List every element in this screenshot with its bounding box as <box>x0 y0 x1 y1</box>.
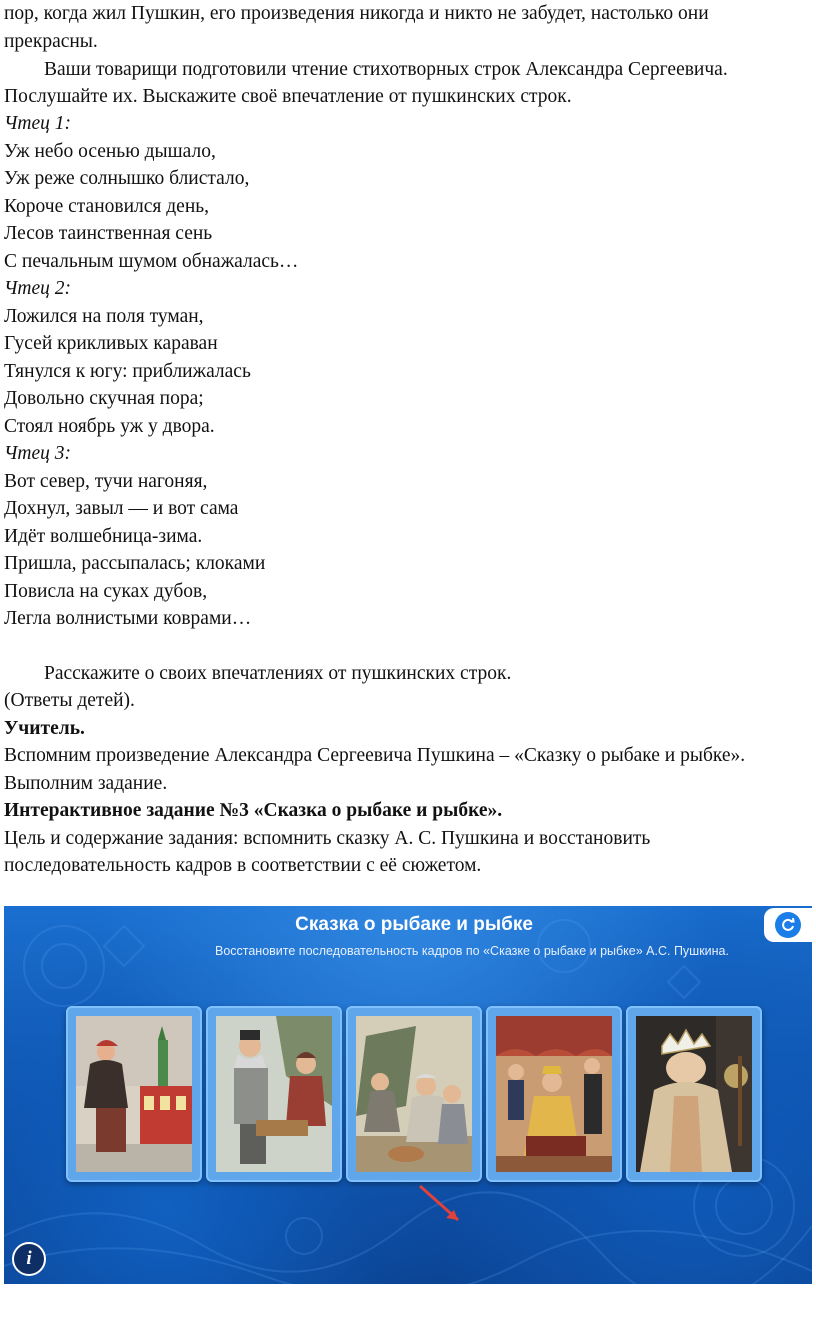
poem-line: Тянулся к югу: приближалась <box>4 361 251 382</box>
info-icon[interactable]: i <box>12 1242 46 1276</box>
interactive-task-panel <box>4 906 812 1284</box>
speaker-label: Учитель. <box>4 718 85 739</box>
poem-line: Вот север, тучи нагоняя, <box>4 471 208 492</box>
paragraph-line: Вспомним произведение Александра Сергеевича Пушкина – «Сказку о рыбаке и рыбке». <box>4 745 746 766</box>
pointer-arrow-icon <box>414 1182 474 1232</box>
poem-line: Идёт волшебница-зима. <box>4 526 203 547</box>
poem-line: Легла волнистыми коврами… <box>4 608 252 629</box>
paragraph-line: Выполним задание. <box>4 773 168 794</box>
scene-image <box>216 1016 332 1172</box>
task-title: Сказка о рыбаке и рыбке <box>295 914 533 935</box>
poem-line: Уж реже солнышко блистало, <box>4 168 250 189</box>
poem-line: Повисла на суках дубов, <box>4 581 208 602</box>
scene-image <box>636 1016 752 1172</box>
scene-card-4[interactable] <box>486 1006 622 1182</box>
paragraph-line: Цель и содержание задания: вспомнить сказку А. С. Пушкина и восстановить <box>4 828 651 849</box>
poem-line: Гусей крикливых караван <box>4 333 218 354</box>
paragraph-line: Ваши товарищи подготовили чтение стихотворных строк Александра Сергеевича. <box>44 59 728 80</box>
poem-line: Довольно скучная пора; <box>4 388 204 409</box>
reader-label: Чтец 1: <box>4 113 72 134</box>
scene-card-2[interactable] <box>206 1006 342 1182</box>
poem-line: Уж небо осенью дышало, <box>4 141 216 162</box>
poem-line: Лесов таинственная сень <box>4 223 213 244</box>
scene-image <box>496 1016 612 1172</box>
paragraph-line: (Ответы детей). <box>4 690 135 711</box>
poem-line: Стоял ноябрь уж у двора. <box>4 416 215 437</box>
paragraph-line: пор, когда жил Пушкин, его произведения никогда и никто не забудет, настолько они <box>4 3 709 24</box>
refresh-icon <box>775 912 801 938</box>
poem-line: Пришла, рассыпалась; клоками <box>4 553 266 574</box>
task-instruction: Восстановите последовательность кадров по «Сказке о рыбаке и рыбке» А.С. Пушкина. <box>214 944 729 958</box>
paragraph-line: прекрасны. <box>4 31 98 52</box>
poem-line: Ложился на поля туман, <box>4 306 204 327</box>
poem-line: Дохнул, завыл — и вот сама <box>4 498 239 519</box>
scene-image <box>356 1016 472 1172</box>
scene-card-3[interactable] <box>346 1006 482 1182</box>
paragraph-line: последовательность кадров в соответствии с её сюжетом. <box>4 855 482 876</box>
paragraph-line: Послушайте их. Выскажите своё впечатление от пушкинских строк. <box>4 86 572 107</box>
poem-line: Короче становился день, <box>4 196 210 217</box>
reader-label: Чтец 2: <box>4 278 72 299</box>
scene-card-1[interactable] <box>66 1006 202 1182</box>
paragraph-line: Расскажите о своих впечатлениях от пушкинских строк. <box>44 663 512 684</box>
task-heading: Интерактивное задание №3 «Сказка о рыбаке и рыбке». <box>4 800 503 821</box>
reader-label: Чтец 3: <box>4 443 72 464</box>
scene-image <box>76 1016 192 1172</box>
poem-line: С печальным шумом обнажалась… <box>4 251 299 272</box>
reset-button[interactable] <box>764 908 812 942</box>
scene-card-5[interactable] <box>626 1006 762 1182</box>
